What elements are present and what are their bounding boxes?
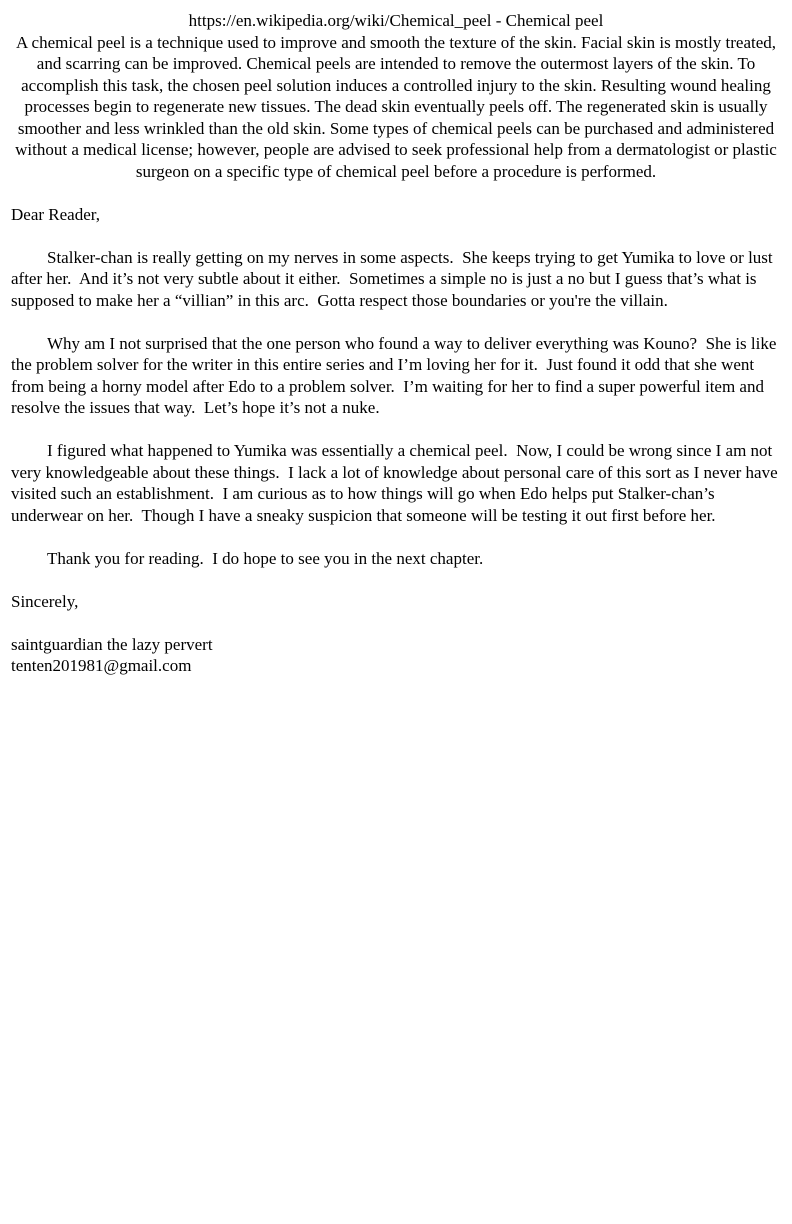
signature-email: tenten201981@gmail.com bbox=[11, 656, 192, 675]
letter-paragraph-1: Stalker-chan is really getting on my nerves in some aspects. She keeps trying to get Yumika to love or lust after her. And it’s not very subtle about it either. Sometimes a simple no is just a no but I guess that’s what is supposed to make her a “villian” in this arc. Gotta respect those boundaries or you're the villain. bbox=[11, 247, 777, 310]
salutation: Dear Reader, bbox=[11, 204, 100, 224]
wikipedia-url-text: https://en.wikipedia.org/wiki/Chemical_peel - Chemical peel bbox=[188, 11, 604, 30]
letter-paragraph-2: Why am I not surprised that the one person who found a way to deliver everything was Kouno? She is like the problem solver for the writer in this entire series and I’m loving her for it. Just found it odd that she went from being a horny model after Edo to a problem solver. I’m waiting for her to find a super powerful item and resolve the issues that way. Let’s hope it’s not a nuke. bbox=[11, 333, 781, 417]
document-header bbox=[11, 10, 781, 182]
letter-paragraph-4: Thank you for reading. I do hope to see you in the next chapter. bbox=[47, 548, 484, 568]
signature-name: saintguardian the lazy pervert bbox=[11, 634, 213, 654]
intro-paragraph: A chemical peel is a technique used to improve and smooth the texture of the skin. Facial skin is mostly treated, and scarring can be improved. Chemical peels are intended to remove the outermost layers of the skin. To accomplish this task, the chosen peel solution induces a controlled injury to the skin. Resulting wound healing processes begin to regenerate new tissues. The dead skin eventually peels off. The regenerated skin is usually smoother and less wrinkled than the old skin. Some types of chemical peels can be purchased and administered without a medical license; however, people are advised to seek professional help from a dermatologist or plastic surgeon on a specific type of chemical peel before a procedure is performed. bbox=[15, 32, 782, 181]
letter-body bbox=[11, 204, 781, 677]
letter-paragraph-3: I figured what happened to Yumika was essentially a chemical peel. Now, I could be wrong since I am not very knowledgeable about these things. I lack a lot of knowledge about personal care of this sort as I never have visited such an establishment. I am curious as to how things will go when Edo helps put Stalker-chan’s underwear on her. Though I have a sneaky suspicion that someone will be testing it out first before her. bbox=[11, 441, 782, 525]
closing: Sincerely, bbox=[11, 591, 79, 611]
